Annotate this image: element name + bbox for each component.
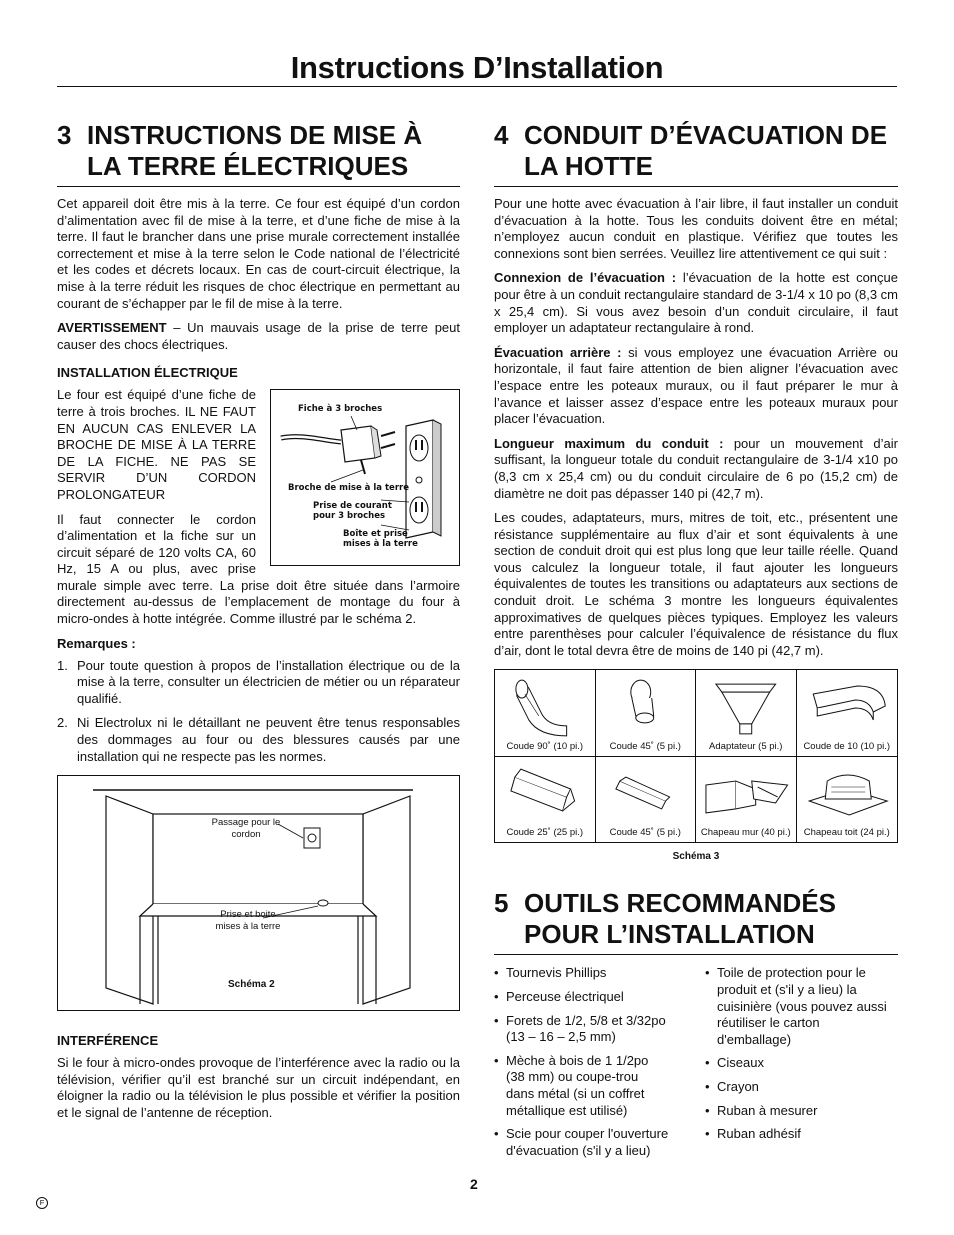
cabinet-illustration: [58, 776, 461, 1012]
label-box: Boîte et prise mises à la terre: [343, 529, 418, 550]
tool-item: • Ruban adhésif: [705, 1126, 801, 1142]
label-plug: Fiche à 3 broches: [298, 404, 383, 415]
section-5-title: OUTILS RECOMMANDÉS POUR L’INSTALLATION: [524, 888, 836, 950]
cabinet-figure: [57, 775, 460, 1011]
figure-2-caption: Schéma 2: [228, 979, 275, 991]
elbow-90-icon: [495, 672, 595, 738]
duct-part-label: Coude 45˚ (5 pi.): [609, 740, 681, 752]
tool-item: • Scie pour couper l'ouverture d'évacuation (s'il y a lieu): [494, 1126, 669, 1158]
grounding-warning: [57, 320, 460, 353]
tools-list: [494, 965, 898, 1166]
tool-item: • Toile de protection pour le produit et (s'il y a lieu) la cuisinière (vous pouvez aussi réutiliser le carton d'emballage): [705, 965, 887, 1047]
duct-intro: Pour une hotte avec évacuation à l’air libre, il faut installer un conduit d’évacuation à la hotte. Tous les conduits doivent être en métal; n’employez aucun conduit en plastique. Vérifiez que toutes les connexions sont bien serrées. Veuillez lire attentivement ce qui suit :: [494, 196, 898, 261]
duct-connection-text: l’évacuation de la hotte est conçue pour être à un conduit rectangulaire standard de 3-1/4 x 10 po (8,3 cm x 25,4 cm). Si vous avez besoin d’un conduit circulaire, il faut employer un adaptateur rectangulaire à rond.: [494, 270, 898, 336]
rect-elbow-icon: [797, 672, 898, 738]
section-3-title: INSTRUCTIONS DE MISE À LA TERRE ÉLECTRIQUES: [87, 120, 423, 181]
duct-part-label: Coude de 10 (10 pi.): [803, 740, 891, 752]
duct-parts-figure: [494, 669, 898, 843]
tool-item: • Perceuse électriquel: [494, 989, 624, 1005]
left-column: [57, 120, 460, 1130]
remark-number: 1.: [57, 657, 68, 673]
tool-item: • Crayon: [705, 1079, 759, 1094]
max-duct-length-text: pour un mouvement d’air suffisant, la longueur totale du conduit rectangulaire de 3-1/4 x10 po (8,3 cm x 25,4 cm) ou du conduit circulaire de 6 po (15,2 cm) de diamètre ne doit pas dépasser 140 pi (42,7 m).: [494, 435, 898, 501]
remark-text: Ni Electrolux ni le détaillant ne peuvent être tenus responsables des dommages au four ou des blessures causés par une installation qui ne respecte pas les normes.: [77, 715, 460, 764]
elbows-paragraph: Les coudes, adaptateurs, murs, mitres de toit, etc., présentent une résistance supplémentaire au flux d’air et sont équivalents à une section de conduit droit qui est plus long que leur taille réelle. Quand vous calculez la longueur totale, il faut ajouter les longueurs équivalentes de toutes les transitions ou adaptateurs aux sections de conduit droit. Le schéma 3 montre les longueurs équivalentes approximatives de quelques pièces typiques. Employez les valeurs entre parenthèses pour calculer l’équivalence de résistance du flux d’air, dont le total devra être de moins de 140 pi (42,7 m).: [494, 510, 898, 658]
rear-exhaust: [494, 345, 898, 428]
duct-part-label: Coude 90˚ (10 pi.): [506, 740, 584, 752]
duct-part-adapter: [696, 670, 797, 757]
rear-exhaust-text: si vous employez une évacuation Arrière ou horizontale, il faut faire attention de bien aligner l’évacuation avec l’espace entre les poteaux muraux, ou il faut préparer le mur à l’avance et laisser assez d’espace entre les poteaux muraux pour placer l’évacuation.: [494, 344, 899, 427]
install-paragraph-1: Le four est équipé d’une fiche de terre à trois broches. IL NE FAUT EN AUCUN CAS ENLEVER LA BROCHE DE MISE À LA TERRE DE LA FICHE. NE PAS SE SERVIR D’UN CORDON PROLONGATEUR: [57, 387, 256, 502]
duct-part-elbow-10: [797, 670, 898, 757]
remark-text: Pour toute question à propos de l’installation électrique ou de la mise à la terre, consulter un électricien de métier ou un réparateur qualifié.: [77, 657, 460, 706]
warning-text: – Un mauvais usage de la prise de terre peut causer des chocs électriques.: [57, 320, 460, 352]
duct-part-label: Adaptateur (5 pi.): [709, 740, 783, 752]
figure-3-caption: Schéma 3: [672, 851, 720, 863]
section-3-heading: [57, 120, 460, 187]
install-heading: INSTALLATION ÉLECTRIQUE: [57, 365, 238, 381]
elbow-45-icon: [596, 672, 696, 738]
warning-label: AVERTISSEMENT: [57, 320, 167, 336]
duct-part-label: Chapeau toit (24 pi.): [803, 827, 890, 839]
roof-cap-icon: [797, 759, 898, 825]
label-outlet: Prise de courant pour 3 broches: [313, 501, 392, 522]
remarks-list: [57, 658, 460, 766]
duct-part-elbow-45-rect: [596, 757, 697, 843]
interference-heading: INTERFÉRENCE: [57, 1033, 159, 1049]
page-title: Instructions D’Installation: [290, 50, 664, 85]
section-3-number: 3: [57, 120, 72, 150]
max-duct-length-label: Longueur maximum du conduit :: [494, 435, 724, 451]
tools-list-right: [705, 965, 898, 1166]
duct-part-label: Chapeau mur (40 pi.): [700, 827, 791, 839]
tool-item: • Ciseaux: [705, 1055, 764, 1071]
duct-connection-label: Connexion de l’évacuation :: [494, 270, 677, 286]
duct-part-elbow-45: [596, 670, 697, 757]
title-rule: [57, 86, 897, 87]
duct-part-elbow-25: [495, 757, 596, 843]
duct-part-wall-cap: [696, 757, 797, 843]
tool-item: • Mèche à bois de 1 1/2po (38 mm) ou coupe-trou dans métal (si un coffret métallique est utilisé): [494, 1052, 649, 1118]
language-badge: F: [36, 1197, 48, 1209]
adapter-icon: [696, 672, 796, 738]
section-5-heading: [494, 888, 898, 955]
grounding-intro: Cet appareil doit être mis à la terre. Ce four est équipé d’un cordon d’alimentation avec fil de mise à la terre, et d’une fiche de mise à la terre. Il faut le brancher dans une prise murale correctement installée correctement et mise à la terre selon le Code national de l’électricité et les codes et décrets locaux. En cas de court-circuit électrique, la mise à la terre réduit les risques de choc électrique en permettant au courant de s’échapper par le fil de mise à la terre.: [57, 196, 460, 311]
duct-part-roof-cap: [797, 757, 898, 843]
wall-cap-icon: [696, 759, 796, 825]
right-column: [494, 120, 898, 1166]
max-duct-length: [494, 436, 898, 502]
remarks-heading: Remarques :: [57, 635, 136, 651]
tool-item: • Forets de 1/2, 5/8 et 3/32po (13 – 16 – 2,5 mm): [494, 1012, 666, 1045]
label-cord-passage: Passage pour le cordon: [211, 817, 281, 841]
plug-outlet-figure: [270, 389, 460, 566]
tools-list-left: [494, 965, 705, 1166]
tool-item: • Ruban à mesurer: [705, 1102, 818, 1118]
section-4-title: CONDUIT D’ÉVACUATION DE LA HOTTE: [524, 120, 888, 181]
remark-number: 2.: [57, 715, 68, 731]
rear-exhaust-label: Évacuation arrière :: [494, 344, 622, 360]
rect-elbow-45-icon: [596, 759, 696, 825]
section-4-heading: [494, 120, 898, 187]
section-4-number: 4: [494, 120, 509, 150]
label-ground-pin: Broche de mise à la terre: [288, 483, 409, 494]
duct-part-label: Coude 45˚ (5 pi.): [609, 827, 681, 839]
interference-text: Si le four à micro-ondes provoque de l’interférence avec la radio ou la télévision, vérifier qu’il est branché sur un circuit indépendant, en éloigner la radio ou la télévision le plus possible et vérifier la position et le signal de l’antenne de réception.: [57, 1055, 460, 1120]
remark-item: [57, 715, 460, 765]
install-paragraph-2: Il faut connecter le cordon d’alimentation et la fiche sur un circuit séparé de 120 volts CA, 60 Hz, 15 A ou plus, avec prise murale simple avec terre. La prise doit être située dans l’armoire directement au-dessus de l’emplacement de montage du four à micro-ondes à hotte intégrée. Comme illustré par le schéma 2.: [57, 511, 460, 627]
duct-part-elbow-90: [495, 670, 596, 757]
label-grounded-outlet: Prise et boite mises à la terre: [215, 909, 281, 933]
duct-part-label: Coude 25˚ (25 pi.): [506, 827, 584, 839]
section-5-number: 5: [494, 888, 509, 919]
tool-item: • Tournevis Phillips: [494, 965, 607, 981]
elbow-25-icon: [495, 759, 595, 825]
page-number: 2: [470, 1176, 478, 1192]
remark-item: [57, 658, 460, 708]
duct-connection: [494, 270, 898, 336]
